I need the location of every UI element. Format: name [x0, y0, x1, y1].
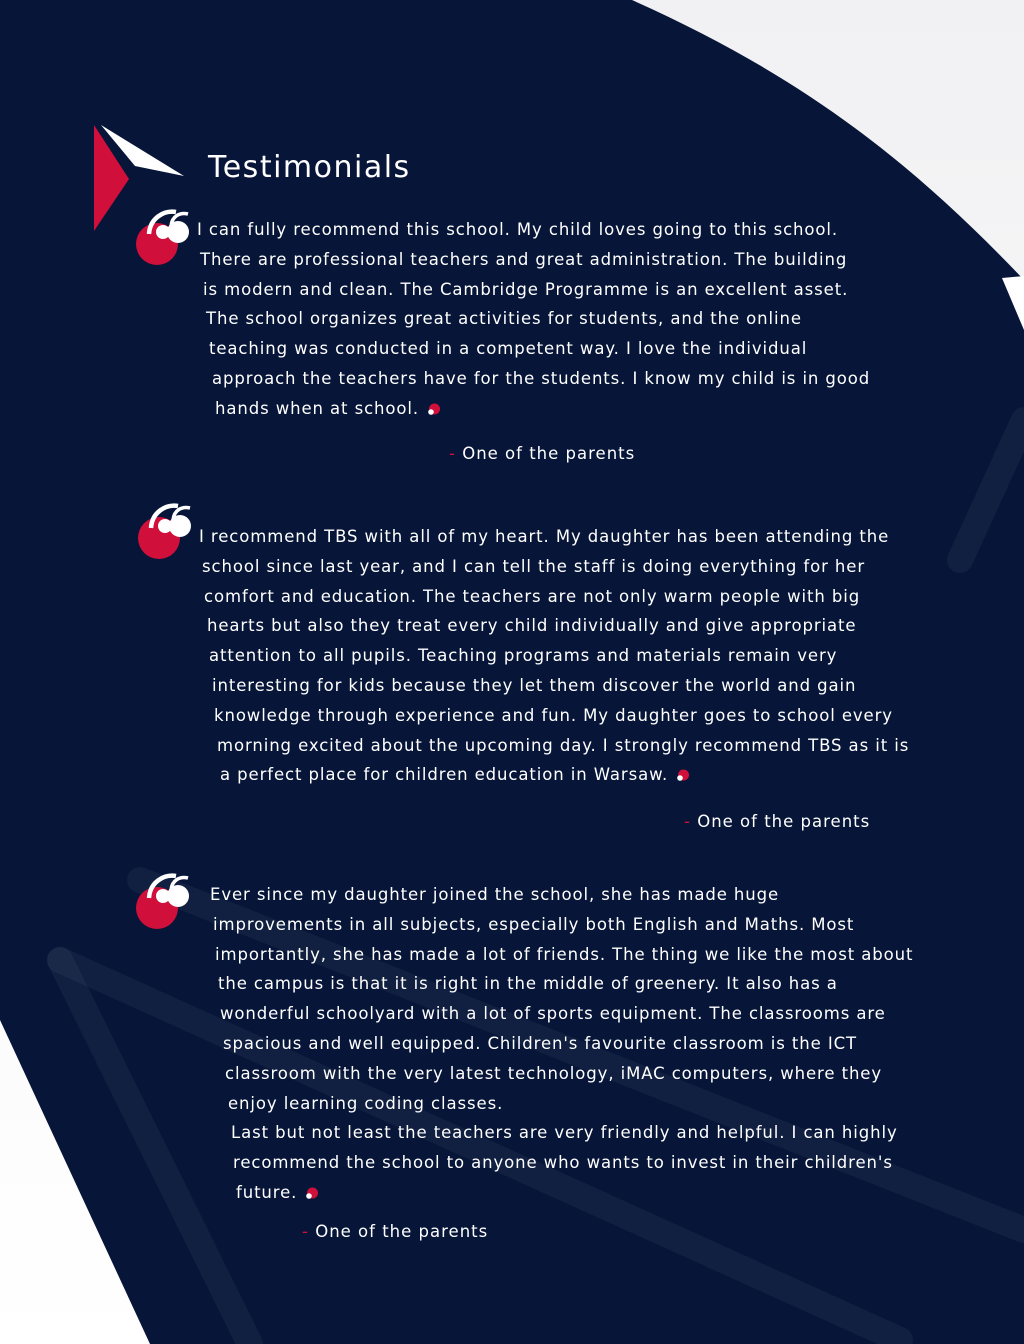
testimonial-line: interesting for kids because they let them discover the world and gain — [212, 675, 857, 695]
testimonial-line: I can fully recommend this school. My child loves going to this school. — [197, 220, 839, 239]
testimonial-line: morning excited about the upcoming day. I strongly recommend TBS as it is — [217, 735, 910, 755]
testimonial-line: Ever since my daughter joined the school, she has made huge — [210, 885, 780, 904]
testimonial-line: There are professional teachers and great administration. The building — [200, 249, 848, 269]
testimonial-line: future. — [236, 1182, 298, 1202]
testimonial-line: the campus is that it is right in the middle of greenery. It also has a — [218, 974, 838, 994]
testimonial-line: improvements in all subjects, especially both English and Maths. Most — [213, 914, 855, 934]
testimonial-3-author — [302, 1222, 488, 1241]
testimonial-3-text — [210, 880, 913, 1208]
testimonial-line: a perfect place for children education in Warsaw. — [220, 765, 669, 785]
author-dash: - — [449, 444, 456, 463]
testimonial-line: enjoy learning coding classes. — [228, 1093, 504, 1113]
author-dash: - — [684, 812, 691, 831]
author-name: One of the parents — [697, 812, 871, 831]
testimonial-line: The school organizes great activities for students, and the online — [206, 309, 802, 329]
testimonial-line: classroom with the very latest technology, iMAC computers, where they — [225, 1063, 883, 1083]
open-quote-icon — [136, 502, 192, 560]
author-name: One of the parents — [315, 1222, 489, 1241]
testimonial-line: I recommend TBS with all of my heart. My daughter has been attending the — [199, 527, 890, 546]
testimonial-line: teaching was conducted in a competent way. I love the individual — [209, 339, 808, 359]
testimonial-2-text — [199, 522, 909, 790]
testimonial-line: hearts but also they treat every child individually and give appropriate — [207, 616, 857, 636]
close-quote-icon — [427, 402, 441, 416]
open-quote-icon — [134, 208, 190, 266]
testimonial-line: approach the teachers have for the students. I know my child is in good — [212, 368, 871, 388]
author-dash: - — [302, 1222, 309, 1241]
testimonial-line: knowledge through experience and fun. My daughter goes to school every — [214, 705, 893, 725]
testimonial-line: hands when at school. — [215, 398, 420, 418]
testimonial-line: is modern and clean. The Cambridge Programme is an excellent asset. — [203, 279, 849, 299]
testimonial-line: recommend the school to anyone who wants to invest in their children's — [233, 1153, 893, 1173]
page-title: Testimonials — [208, 150, 411, 185]
testimonial-line: comfort and education. The teachers are not only warm people with big — [204, 586, 861, 606]
author-name: One of the parents — [462, 444, 636, 463]
testimonial-line: importantly, she has made a lot of friends. The thing we like the most about — [215, 944, 914, 964]
testimonial-line: Last but not least the teachers are very friendly and helpful. I can highly — [231, 1123, 898, 1143]
testimonial-1-text — [197, 215, 870, 424]
close-quote-icon — [676, 768, 690, 782]
testimonial-line: attention to all pupils. Teaching programs and materials remain very — [209, 646, 838, 666]
testimonial-line: wonderful schoolyard with a lot of sports equipment. The classrooms are — [220, 1004, 886, 1024]
open-quote-icon — [134, 872, 190, 930]
testimonial-line: spacious and well equipped. Children's favourite classroom is the ICT — [223, 1033, 858, 1053]
testimonial-1-author — [449, 444, 635, 463]
close-quote-icon — [305, 1186, 319, 1200]
testimonial-line: school since last year, and I can tell the staff is doing everything for her — [202, 556, 866, 576]
testimonial-2-author — [684, 812, 870, 831]
